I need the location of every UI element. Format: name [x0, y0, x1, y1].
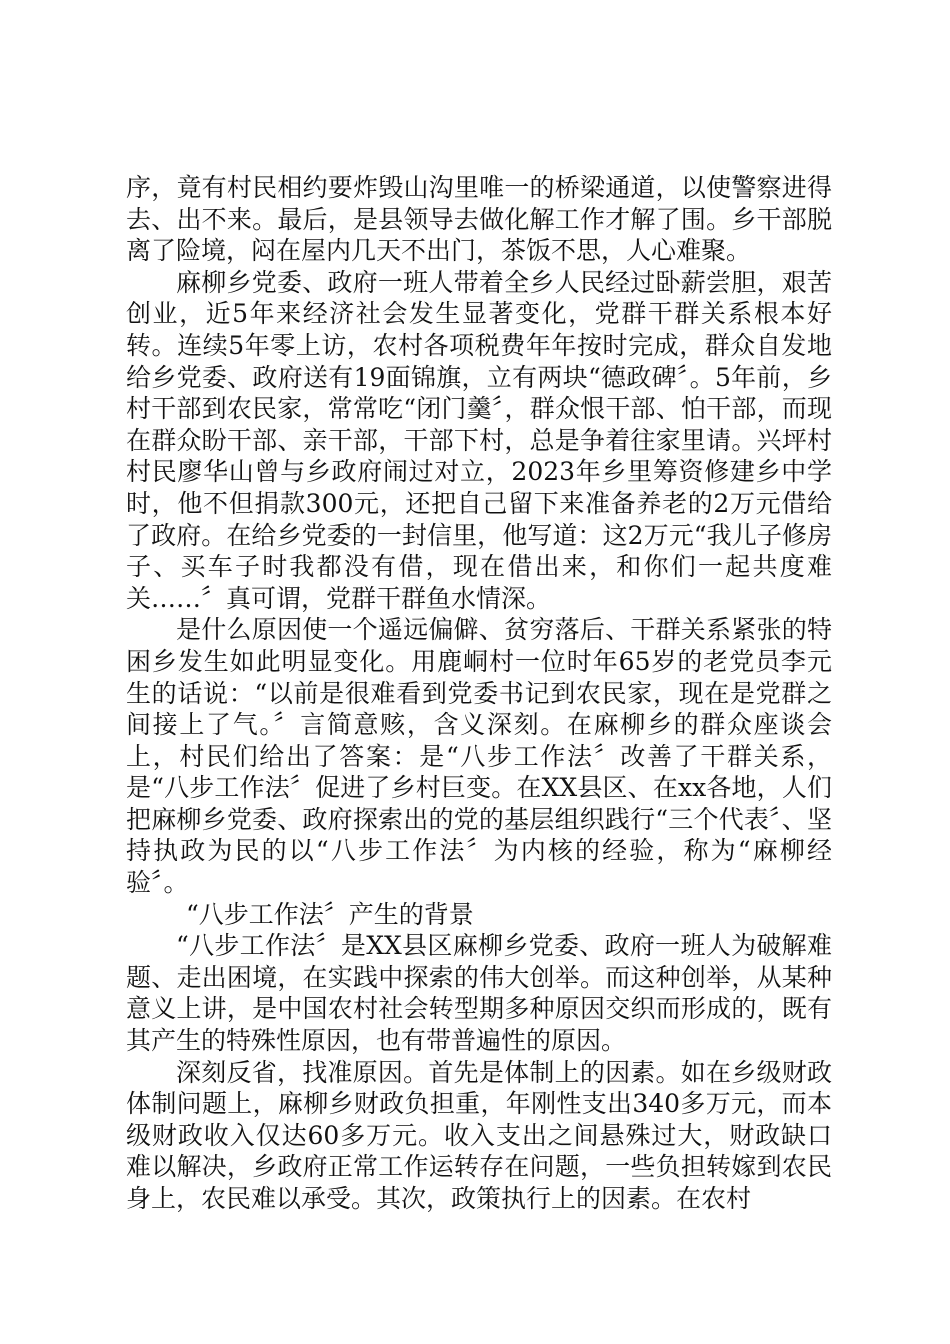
paragraph-maliu-changes: 麻柳乡党委、政府一班人带着全乡人民经过卧薪尝胆，艰苦创业，近5年来经济社会发生显著变化，党群干群关系根本好转。连续5年零上访，农村各项税费年年按时完成，群众自发地给乡党委、政府送有19面锦旗，立有两块“德政碑〞。5年前，乡村干部到农民家，常常吃“闭门羹〞，群众恨干部、怕干部，而现在群众盼干部、亲干部，干部下村，总是争着往家里请。兴坪村村民廖华山曾与乡政府闹过对立，2023年乡里筹资修建乡中学时，他不但捐款300元，还把自己留下来准备养老的2万元借给了政府。在给乡党委的一封信里，他写道：这2万元“我儿子修房子、买车子时我都没有借，现在借出来，和你们一起共度难关……〞真可谓，党群干群鱼水情深。: [126, 267, 832, 613]
document-page: [126, 172, 832, 1215]
paragraph-reflection: 深刻反省，找准原因。首先是体制上的因素。如在乡级财政体制问题上，麻柳乡财政负担重，年刚性支出340多万元，而本级财政收入仅达60多万元。收入支出之间悬殊过大，财政缺口难以解决，乡政府正常工作运转存在问题，一些负担转嫁到农民身上，农民难以承受。其次，政策执行上的因素。在农村: [126, 1057, 832, 1213]
paragraph-reason-question: 是什么原因使一个遥远偏僻、贫穷落后、干群关系紧张的特困乡发生如此明显变化。用鹿峒村一位时年65岁的老党员李元生的话说：“以前是很难看到党委书记到农民家，现在是党群之间接上了气。〞言简意赅，含义深刻。在麻柳乡的群众座谈会上，村民们给出了答案：是“八步工作法〞改善了干群关系，是“八步工作法〞促进了乡村巨变。在XX县区、在xx各地，人们把麻柳乡党委、政府探索出的党的基层组织践行“三个代表〞、坚持执政为民的以“八步工作法〞为内核的经验，称为“麻柳经验〞。: [126, 615, 832, 898]
paragraph-continuation: 序，竟有村民相约要炸毁山沟里唯一的桥梁通道，以使警察进得去、出不来。最后，是县领导去做化解工作才解了围。乡干部脱离了险境，闷在屋内几天不出门，茶饭不思，人心难聚。: [126, 173, 832, 266]
paragraph-eight-step-intro: “八步工作法〞是XX县区麻柳乡党委、政府一班人为破解难题、走出困境，在实践中探索的伟大创举。而这种创举，从某种意义上讲，是中国农村社会转型期多种原因交织而形成的，既有其产生的特殊性原因，也有带普遍性的原因。: [126, 931, 832, 1056]
section-heading: “八步工作法〞产生的背景: [186, 899, 474, 929]
